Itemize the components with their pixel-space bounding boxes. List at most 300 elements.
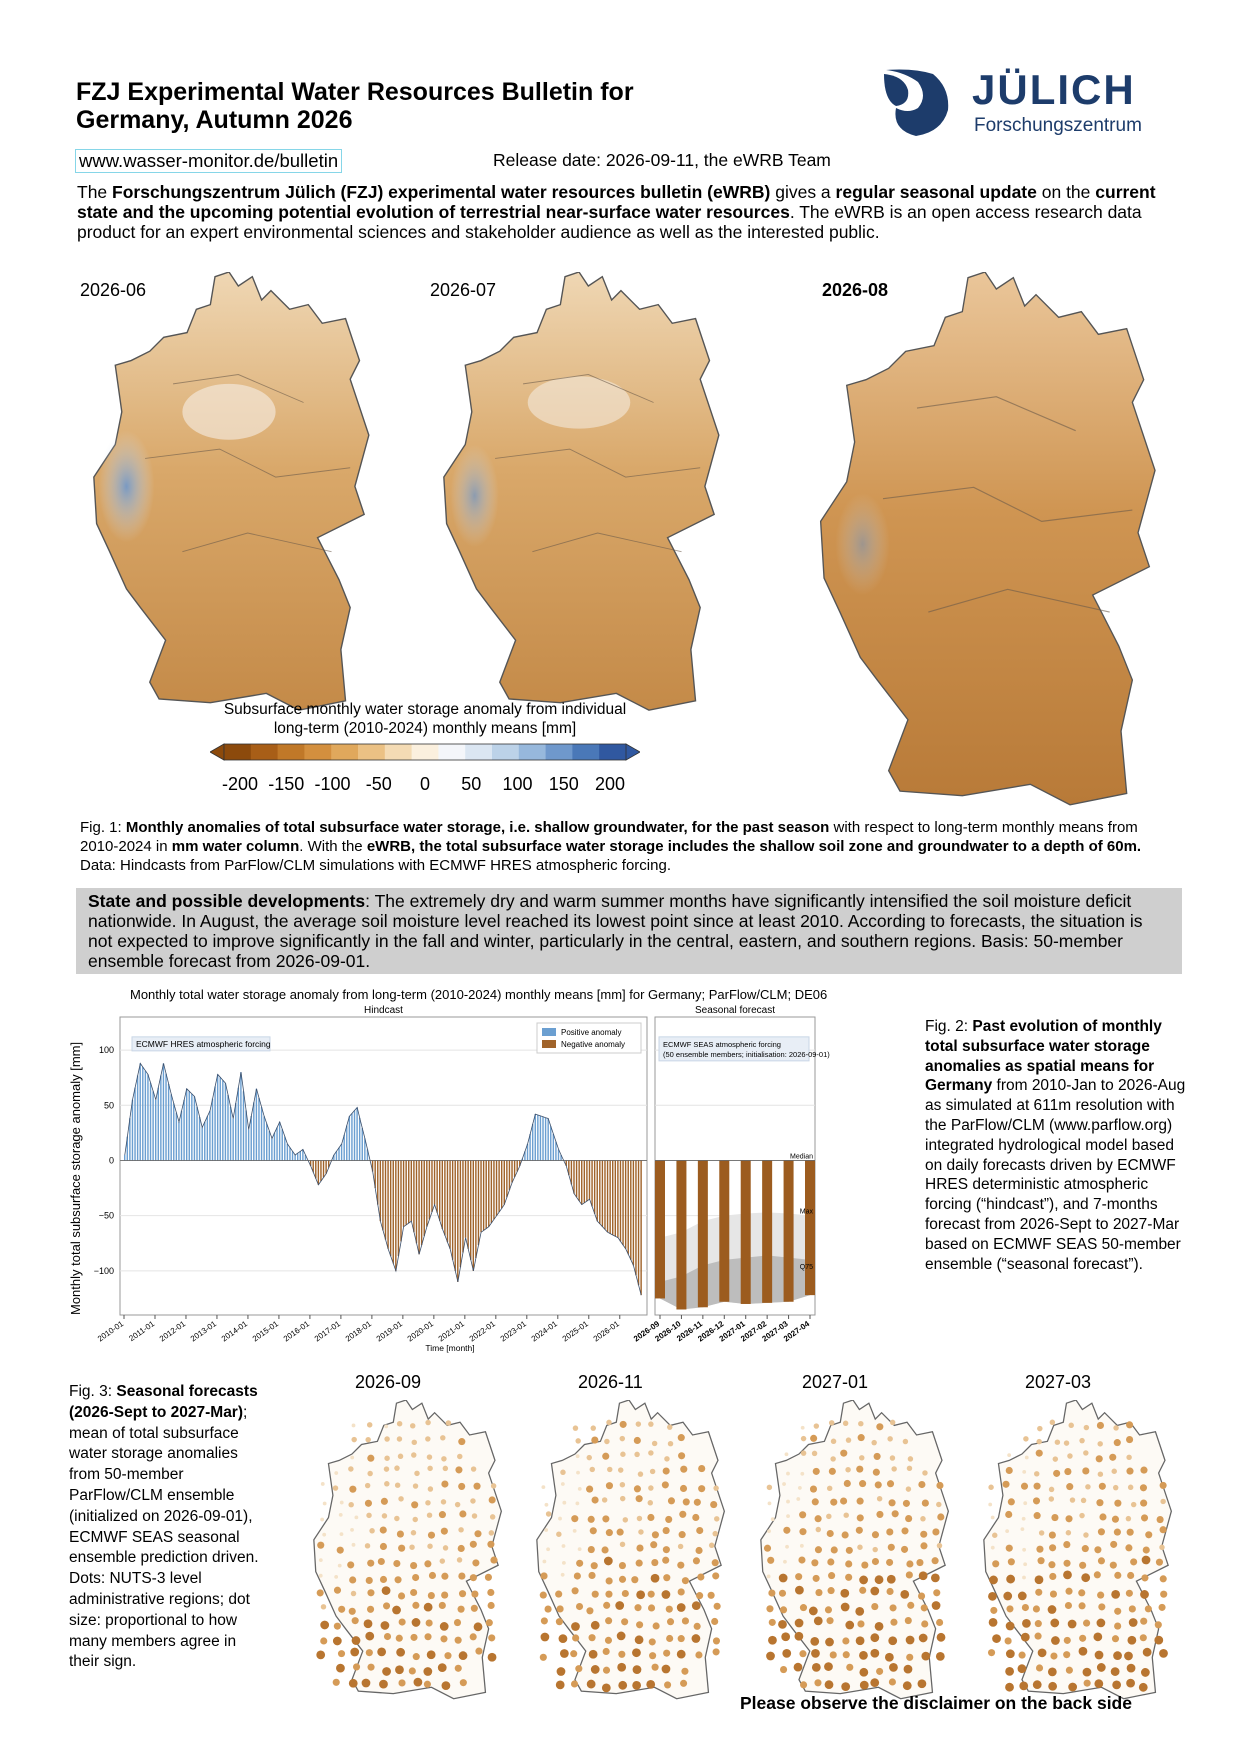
- nuts3-dot: [636, 1590, 645, 1599]
- nuts3-dot: [713, 1485, 718, 1490]
- nuts3-dot: [443, 1466, 448, 1471]
- forecast-median-bar: [784, 1160, 794, 1301]
- positive-anomaly-bar: [181, 1111, 182, 1161]
- nuts3-dot: [1156, 1559, 1163, 1566]
- nuts3-dot: [825, 1638, 834, 1647]
- nuts3-dot: [677, 1562, 684, 1569]
- negative-anomaly-bar: [573, 1160, 574, 1193]
- nuts3-dot: [443, 1545, 448, 1550]
- colorbar-swatch: [251, 744, 278, 760]
- nuts3-dot: [320, 1518, 324, 1522]
- colorbar-swatch: [385, 744, 412, 760]
- forecast-median-bar: [676, 1160, 686, 1309]
- positive-anomaly-bar: [276, 1127, 277, 1160]
- nuts3-dot: [780, 1606, 787, 1613]
- colorbar-swatch: [278, 744, 305, 760]
- nuts3-dot: [875, 1481, 882, 1488]
- nuts3-dot: [333, 1485, 338, 1490]
- nuts3-dot: [1097, 1619, 1106, 1628]
- nuts3-dot: [576, 1603, 583, 1610]
- nuts3-dot: [460, 1679, 467, 1686]
- negative-anomaly-bar: [594, 1160, 595, 1213]
- nuts3-dot: [815, 1589, 822, 1596]
- nuts3-dot: [378, 1558, 385, 1565]
- negative-anomaly-bar: [455, 1160, 456, 1270]
- nuts3-dot: [634, 1604, 641, 1611]
- disclaimer-note: Please observe the disclaimer on the back side: [740, 1693, 1132, 1713]
- nuts3-dot: [1035, 1633, 1042, 1640]
- positive-anomaly-bar: [279, 1122, 280, 1161]
- nuts3-dot: [1035, 1620, 1042, 1627]
- anomaly-map-july: [424, 272, 734, 712]
- nuts3-dot: [1070, 1497, 1075, 1502]
- negative-anomaly-bar: [604, 1160, 605, 1229]
- nuts3-dot: [650, 1469, 655, 1474]
- nuts3-dot: [1006, 1649, 1015, 1658]
- nuts3-dot: [439, 1511, 446, 1518]
- nuts3-dot: [992, 1560, 999, 1567]
- x-tick-label: 2027-03: [760, 1319, 790, 1344]
- nuts3-dot: [340, 1532, 344, 1536]
- positive-anomaly-bar: [189, 1091, 190, 1160]
- negative-anomaly-bar: [620, 1160, 621, 1241]
- positive-anomaly-bar: [269, 1131, 270, 1160]
- nuts3-dot: [458, 1573, 465, 1580]
- forecast-map-2027-03: [970, 1400, 1182, 1700]
- nuts3-dot: [557, 1667, 566, 1676]
- nuts3-dot: [485, 1574, 492, 1581]
- nuts3-dot: [489, 1496, 496, 1503]
- nuts3-dot: [916, 1559, 923, 1566]
- negative-anomaly-bar: [408, 1160, 409, 1223]
- nuts3-dot: [1018, 1592, 1027, 1601]
- nuts3-dot: [778, 1620, 787, 1629]
- nuts3-dot: [570, 1650, 577, 1657]
- nuts3-dot: [766, 1605, 773, 1612]
- nuts3-dot: [698, 1485, 705, 1492]
- nuts3-dot: [1033, 1680, 1042, 1689]
- nuts3-dot: [475, 1648, 482, 1655]
- nuts3-dot: [586, 1607, 593, 1614]
- nuts3-dot: [424, 1633, 431, 1640]
- nuts3-dot: [677, 1603, 686, 1612]
- nuts3-dot: [349, 1576, 356, 1583]
- nuts3-dot: [441, 1573, 448, 1580]
- bulletin-link[interactable]: www.wasser-monitor.de/bulletin: [75, 149, 342, 173]
- colorbar-tick-label: 150: [548, 774, 579, 794]
- nuts3-dot: [396, 1648, 405, 1657]
- nuts3-dot: [1022, 1517, 1026, 1521]
- negative-anomaly-bar: [514, 1160, 515, 1177]
- nuts3-dot: [1126, 1421, 1133, 1428]
- positive-anomaly-bar: [550, 1126, 551, 1160]
- x-tick-label: 2021-01: [436, 1319, 466, 1344]
- nuts3-dot: [1049, 1573, 1056, 1580]
- nuts3-dot: [623, 1517, 628, 1522]
- negative-anomaly-bar: [457, 1160, 458, 1281]
- nuts3-dot: [857, 1620, 864, 1627]
- nuts3-dot: [424, 1603, 433, 1612]
- nuts3-dot: [920, 1531, 927, 1538]
- nuts3-dot: [874, 1453, 881, 1460]
- negative-anomaly-bar: [439, 1160, 440, 1220]
- nuts3-dot: [338, 1564, 342, 1568]
- nuts3-dot: [380, 1576, 387, 1583]
- nuts3-dot: [842, 1531, 849, 1538]
- nuts3-dot: [428, 1592, 435, 1599]
- nuts3-dot: [846, 1437, 851, 1442]
- nuts3-dot: [708, 1592, 715, 1599]
- nuts3-dot: [680, 1485, 687, 1492]
- nuts3-dot: [1097, 1592, 1104, 1599]
- nuts3-dot: [1049, 1544, 1056, 1551]
- nuts3-dot: [1160, 1591, 1167, 1598]
- nuts3-dot: [441, 1480, 448, 1487]
- nuts3-dot: [668, 1441, 673, 1446]
- nuts3-dot: [1126, 1679, 1135, 1688]
- nuts3-dot: [602, 1497, 607, 1502]
- nuts3-dot: [472, 1559, 479, 1566]
- nuts3-dot: [799, 1511, 806, 1518]
- nuts3-dot: [441, 1499, 446, 1504]
- nuts3-dot: [766, 1652, 775, 1661]
- nuts3-dot: [768, 1589, 775, 1596]
- nuts3-dot: [606, 1482, 613, 1489]
- nuts3-dot: [1064, 1440, 1069, 1445]
- positive-anomaly-bar: [240, 1072, 241, 1160]
- forecast-panel-title: Seasonal forecast: [694, 1005, 776, 1016]
- nuts3-dot: [648, 1591, 655, 1598]
- nuts3-dot: [1036, 1664, 1043, 1671]
- nuts3-dot: [1140, 1484, 1147, 1491]
- nuts3-dot: [398, 1592, 405, 1599]
- nuts3-dot: [1127, 1664, 1136, 1673]
- nuts3-dot: [1093, 1632, 1102, 1641]
- hindcast-annotation: [132, 1037, 271, 1051]
- negative-anomaly-bar: [315, 1160, 316, 1178]
- nuts3-dot: [861, 1561, 868, 1568]
- nuts3-dot: [1034, 1512, 1041, 1519]
- negative-anomaly-bar: [473, 1160, 474, 1270]
- colorbar-max-arrow: [626, 744, 640, 760]
- negative-anomaly-bar: [633, 1160, 634, 1265]
- y-tick-label: 50: [103, 1100, 114, 1111]
- forecast-median-bar: [655, 1160, 665, 1298]
- nuts3-dot: [1078, 1602, 1085, 1609]
- positive-anomaly-bar: [359, 1118, 360, 1161]
- fig2-caption: [925, 1017, 1187, 1274]
- positive-anomaly-bar: [212, 1099, 213, 1161]
- nuts3-dot: [333, 1679, 340, 1686]
- nuts3-dot: [1066, 1667, 1073, 1674]
- nuts3-dot: [1064, 1468, 1071, 1475]
- nuts3-dot: [906, 1636, 915, 1645]
- positive-anomaly-bar: [338, 1148, 339, 1161]
- nuts3-dot: [546, 1511, 551, 1516]
- nuts3-dot: [663, 1546, 670, 1553]
- nuts3-dot: [1018, 1664, 1027, 1673]
- positive-anomaly-bar: [555, 1142, 556, 1161]
- nuts3-dot: [414, 1471, 419, 1476]
- nuts3-dot: [542, 1560, 546, 1564]
- nuts3-dot: [825, 1606, 832, 1613]
- forecast-map-2026-11: [523, 1400, 735, 1700]
- nuts3-dot: [857, 1498, 864, 1505]
- nuts3-dot: [337, 1547, 344, 1554]
- nuts3-dot: [617, 1632, 626, 1641]
- nuts3-dot: [870, 1649, 879, 1658]
- nuts3-dot: [767, 1557, 774, 1564]
- nuts3-dot: [1096, 1499, 1103, 1506]
- nuts3-dot: [556, 1618, 563, 1625]
- nuts3-dot: [382, 1513, 387, 1518]
- nuts3-dot: [1141, 1668, 1150, 1677]
- nuts3-dot: [471, 1590, 478, 1597]
- nuts3-dot: [886, 1559, 893, 1566]
- intro-bold-2: regular seasonal update: [835, 182, 1037, 202]
- nuts3-dot: [1023, 1436, 1028, 1441]
- nuts3-dot: [471, 1605, 478, 1612]
- nuts3-dot: [813, 1468, 820, 1475]
- nuts3-dot: [457, 1454, 462, 1459]
- colorbar-min-arrow: [210, 744, 224, 760]
- positive-anomaly-bar: [545, 1118, 546, 1161]
- nuts3-dot: [1126, 1590, 1133, 1597]
- nuts3-dot: [662, 1665, 671, 1674]
- nuts3-dot: [638, 1471, 643, 1476]
- nuts3-dot: [591, 1665, 600, 1674]
- nuts3-dot: [683, 1498, 690, 1505]
- nuts3-dot: [1140, 1467, 1147, 1474]
- negative-anomaly-bar: [380, 1160, 381, 1221]
- nuts3-dot: [830, 1456, 835, 1461]
- fig1-text-2: . With the: [299, 838, 367, 855]
- nuts3-dot: [1129, 1605, 1136, 1612]
- nuts3-dot: [785, 1545, 789, 1549]
- nuts3-dot: [1110, 1541, 1117, 1548]
- nuts3-dot: [1065, 1602, 1072, 1609]
- fig1-bold-2: mm water column: [171, 838, 300, 855]
- nuts3-dot: [591, 1437, 598, 1444]
- nuts3-dot: [906, 1571, 913, 1578]
- nuts3-dot: [810, 1435, 817, 1442]
- nuts3-dot: [587, 1680, 596, 1689]
- nuts3-dot: [1019, 1652, 1026, 1659]
- julich-logo: [878, 60, 1178, 140]
- legend-swatch: [542, 1028, 556, 1036]
- negative-anomaly-bar: [470, 1160, 471, 1259]
- nuts3-dot: [1098, 1471, 1103, 1476]
- nuts3-dot: [350, 1648, 359, 1657]
- nuts3-dot: [1038, 1648, 1047, 1657]
- nuts3-dot: [815, 1546, 822, 1553]
- nuts3-dot: [1098, 1528, 1105, 1535]
- nuts3-dot: [620, 1482, 625, 1487]
- nuts3-dot: [636, 1560, 643, 1567]
- x-tick-label: 2026-11: [675, 1319, 705, 1344]
- nuts3-dot: [786, 1514, 790, 1518]
- nuts3-dot: [1063, 1651, 1070, 1658]
- nuts3-dot: [1023, 1562, 1027, 1566]
- nuts3-dot: [1160, 1526, 1167, 1533]
- nuts3-dot: [1112, 1681, 1121, 1690]
- x-tick-label: 2025-01: [560, 1319, 590, 1344]
- negative-anomaly-bar: [493, 1160, 494, 1219]
- nuts3-dot: [1112, 1635, 1119, 1642]
- nuts3-dot: [1023, 1501, 1027, 1505]
- nuts3-dot: [379, 1680, 388, 1689]
- nuts3-dot: [1079, 1635, 1086, 1642]
- nuts3-dot: [814, 1679, 821, 1686]
- positive-anomaly-bar: [230, 1107, 231, 1161]
- nuts3-dot: [886, 1588, 893, 1595]
- negative-anomaly-bar: [504, 1160, 505, 1204]
- nuts3-dot: [649, 1638, 656, 1645]
- positive-anomaly-bar: [225, 1083, 226, 1160]
- nuts3-dot: [1036, 1450, 1043, 1457]
- nuts3-dot: [454, 1619, 461, 1626]
- positive-anomaly-bar: [537, 1115, 538, 1160]
- nuts3-dot: [441, 1528, 448, 1535]
- nuts3-dot: [1126, 1468, 1133, 1475]
- x-tick-label: 2027-02: [739, 1319, 769, 1344]
- x-tick-label: 2010-01: [95, 1319, 126, 1344]
- x-tick-label: 2012-01: [157, 1319, 188, 1344]
- nuts3-dot: [920, 1516, 925, 1521]
- nuts3-dot: [489, 1530, 494, 1535]
- positive-anomaly-bar: [183, 1100, 184, 1161]
- nuts3-dot: [1002, 1481, 1009, 1488]
- nuts3-dot: [921, 1652, 930, 1661]
- positive-anomaly-bar: [124, 1155, 125, 1161]
- nuts3-dot: [901, 1546, 908, 1553]
- negative-anomaly-bar: [403, 1160, 404, 1226]
- logo-mark-icon: [878, 60, 958, 140]
- nuts3-dot: [424, 1681, 431, 1688]
- nuts3-dot: [680, 1680, 687, 1687]
- nuts3-dot: [394, 1465, 399, 1470]
- nuts3-dot: [319, 1574, 323, 1578]
- nuts3-dot: [1140, 1590, 1149, 1599]
- nuts3-dot: [562, 1501, 566, 1505]
- y-tick-label: −100: [93, 1265, 114, 1276]
- nuts3-dot: [474, 1622, 483, 1631]
- nuts3-dot: [936, 1652, 945, 1661]
- intro-text-1: The: [77, 182, 113, 202]
- nuts3-dot: [458, 1527, 463, 1532]
- colorbar-swatch: [546, 744, 573, 760]
- nuts3-dot: [1008, 1498, 1015, 1505]
- positive-anomaly-bar: [253, 1102, 254, 1160]
- nuts3-dot: [1154, 1636, 1163, 1645]
- negative-anomaly-bar: [475, 1160, 476, 1257]
- map-label-august: 2026-08: [822, 280, 889, 300]
- nuts3-dot: [903, 1681, 912, 1690]
- nuts3-dot: [439, 1602, 446, 1609]
- nuts3-dot: [1022, 1548, 1026, 1552]
- nuts3-dot: [859, 1587, 866, 1594]
- x-tick-label: 2013-01: [188, 1319, 219, 1344]
- nuts3-dot: [588, 1572, 595, 1579]
- nuts3-dot: [651, 1559, 658, 1566]
- colorbar-swatch: [358, 744, 385, 760]
- nuts3-dot: [920, 1542, 927, 1549]
- nuts3-dot: [395, 1665, 404, 1674]
- nuts3-dot: [1068, 1620, 1077, 1629]
- nuts3-dot: [1063, 1541, 1070, 1548]
- negative-anomaly-bar: [431, 1160, 432, 1212]
- nuts3-dot: [381, 1498, 388, 1505]
- negative-anomaly-bar: [615, 1160, 616, 1236]
- fig2-bold: Past evolution of monthly total subsurface water storage anomalies as spatial means for Germany: [925, 1018, 1162, 1095]
- negative-anomaly-bar: [488, 1160, 489, 1226]
- nuts3-dot: [841, 1603, 850, 1612]
- nuts3-dot: [648, 1604, 655, 1611]
- nuts3-dot: [650, 1541, 657, 1548]
- nuts3-dot: [427, 1512, 432, 1517]
- nuts3-dot: [711, 1618, 718, 1625]
- nuts3-dot: [990, 1607, 997, 1614]
- nuts3-dot: [779, 1590, 786, 1597]
- nuts3-dot: [413, 1517, 418, 1522]
- nuts3-dot: [556, 1681, 565, 1690]
- forecast-median-bar: [762, 1160, 772, 1302]
- nuts3-dot: [398, 1454, 403, 1459]
- nuts3-dot: [989, 1576, 998, 1585]
- nuts3-dot: [1140, 1634, 1147, 1641]
- nuts3-dot: [588, 1546, 595, 1553]
- positive-anomaly-bar: [289, 1148, 290, 1161]
- positive-anomaly-bar: [362, 1128, 363, 1160]
- nuts3-dot: [1095, 1651, 1104, 1660]
- nuts3-dot: [444, 1652, 451, 1659]
- bulletin-title: [76, 78, 716, 134]
- intro-text-3: on the: [1036, 182, 1096, 202]
- nuts3-dot: [446, 1420, 451, 1425]
- negative-anomaly-bar: [421, 1160, 422, 1245]
- nuts3-dot: [1055, 1439, 1060, 1444]
- colorbar-tick-label: -100: [314, 774, 351, 794]
- positive-anomaly-bar: [214, 1087, 215, 1161]
- nuts3-dot: [786, 1500, 790, 1504]
- nuts3-dot: [694, 1623, 701, 1630]
- nuts3-dot: [620, 1452, 625, 1457]
- nuts3-dot: [798, 1486, 802, 1490]
- nuts3-dot: [889, 1663, 898, 1672]
- nuts3-dot: [562, 1544, 566, 1548]
- nuts3-dot: [367, 1664, 374, 1671]
- nuts3-dot: [1114, 1500, 1121, 1507]
- nuts3-dot: [398, 1545, 405, 1552]
- nuts3-dot: [678, 1544, 683, 1549]
- nuts3-dot: [890, 1619, 897, 1626]
- negative-anomaly-bar: [612, 1160, 613, 1235]
- nuts3-dot: [662, 1590, 671, 1599]
- negative-anomaly-bar: [405, 1160, 406, 1224]
- negative-anomaly-bar: [434, 1160, 435, 1204]
- nuts3-dot: [664, 1456, 669, 1461]
- x-tick-label: 2014-01: [219, 1319, 250, 1344]
- nuts3-dot: [1111, 1590, 1120, 1599]
- nuts3-dot: [1111, 1469, 1116, 1474]
- forecast-map-label-2: 2026-11: [578, 1372, 643, 1392]
- colorbar-swatch: [304, 744, 331, 760]
- negative-anomaly-bar: [602, 1160, 603, 1226]
- nuts3-dot: [681, 1668, 688, 1675]
- nuts3-dot: [455, 1502, 460, 1507]
- nuts3-dot: [365, 1500, 372, 1507]
- nuts3-dot: [591, 1562, 598, 1569]
